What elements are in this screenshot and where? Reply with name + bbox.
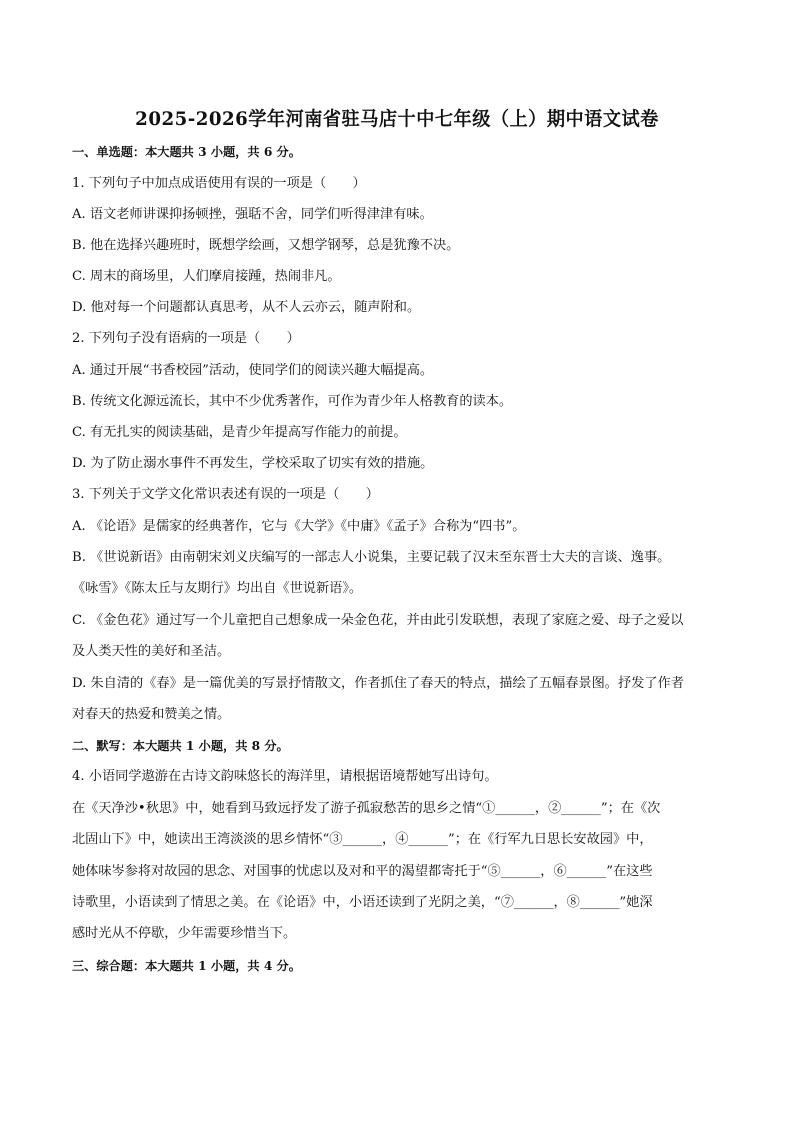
- question-3-option-c-line1: C. 《金色花》通过写一个儿童把自己想象成一朵金色花，并由此引发联想，表现了家庭之爱、母子之爱以: [72, 613, 684, 628]
- question-1-stem: 1. 下列句子中加点成语使用有误的一项是（ ）: [72, 176, 366, 191]
- question-1-option-d: D. 他对每一个问题都认真思考，从不人云亦云，随声附和。: [72, 300, 421, 315]
- question-3-option-b-line1: B. 《世说新语》由南朝宋刘义庆编写的一部志人小说集，主要记载了汉末至东晋士大夫的言谈、逸事。: [72, 550, 671, 565]
- question-4-paragraph-line3: 她体味岑参将对故园的思念、对国事的忧虑以及对和平的渴望都寄托于“⑤______，⑥______”在这些: [72, 864, 653, 879]
- question-3-option-b-line2: 《咏雪》《陈太丘与友期行》均出自《世说新语》。: [72, 581, 363, 596]
- section-heading-comprehensive: 三、综合题：本大题共 1 小题，共 4 分。: [72, 959, 301, 973]
- question-3-option-a: A. 《论语》是儒家的经典著作，它与《大学》《中庸》《孟子》合称为“四书”。: [72, 519, 526, 534]
- question-2-option-b: B. 传统文化源远流长，其中不少优秀著作，可作为青少年人格教育的读本。: [72, 394, 513, 409]
- question-4-paragraph-line4: 诗歌里，小语读到了情思之美。在《论语》中，小语还读到了光阴之美，“⑦______，⑧______”她深: [72, 895, 653, 910]
- question-4-paragraph-line2: 北固山下》中，她读出王湾淡淡的思乡情怀“③______，④______”；在《行军九日思长安故园》中，: [72, 832, 653, 847]
- question-1-option-a: A. 语文老师讲课抑扬顿挫，强聒不舍，同学们听得津津有味。: [72, 207, 433, 222]
- question-1-option-c: C. 周末的商场里，人们摩肩接踵，热闹非凡。: [72, 269, 341, 284]
- question-4-paragraph-line1: 在《天净沙•秋思》中，她看到马致远抒发了游子孤寂愁苦的思乡之情“①______，②______”；在《次: [72, 801, 661, 816]
- question-3-option-c-line2: 及人类天性的美好和圣洁。: [72, 644, 231, 659]
- question-3-option-d-line1: D. 朱自清的《春》是一篇优美的写景抒情散文，作者抓住了春天的特点，描绘了五幅春景图。抒发了作者: [72, 676, 684, 691]
- question-2-option-a: A. 通过开展“书香校园”活动，使同学们的阅读兴趣大幅提高。: [72, 363, 434, 378]
- question-4-paragraph-line5: 感时光从不停歇，少年需要珍惜当下。: [72, 926, 297, 941]
- section-heading-single-choice: 一、单选题：本大题共 3 小题，共 6 分。: [72, 145, 301, 159]
- question-2-option-c: C. 有无扎实的阅读基础，是青少年提高写作能力的前提。: [72, 425, 407, 440]
- section-heading-dictation: 二、默写：本大题共 1 小题，共 8 分。: [72, 739, 289, 753]
- question-2-stem: 2. 下列句子没有语病的一项是（ ）: [72, 331, 300, 346]
- question-4-stem: 4. 小语同学遨游在古诗文韵味悠长的海洋里，请根据语境帮她写出诗句。: [72, 769, 498, 784]
- question-2-option-d: D. 为了防止溺水事件不再发生，学校采取了切实有效的措施。: [72, 456, 434, 471]
- question-3-stem: 3. 下列关于文学文化常识表述有误的一项是（ ）: [72, 487, 379, 502]
- question-1-option-b: B. 他在选择兴趣班时，既想学绘画，又想学钢琴，总是犹豫不决。: [72, 238, 460, 253]
- exam-title: 2025-2026学年河南省驻马店十中七年级（上）期中语文试卷: [135, 108, 659, 130]
- question-3-option-d-line2: 对春天的热爱和赞美之情。: [72, 707, 231, 722]
